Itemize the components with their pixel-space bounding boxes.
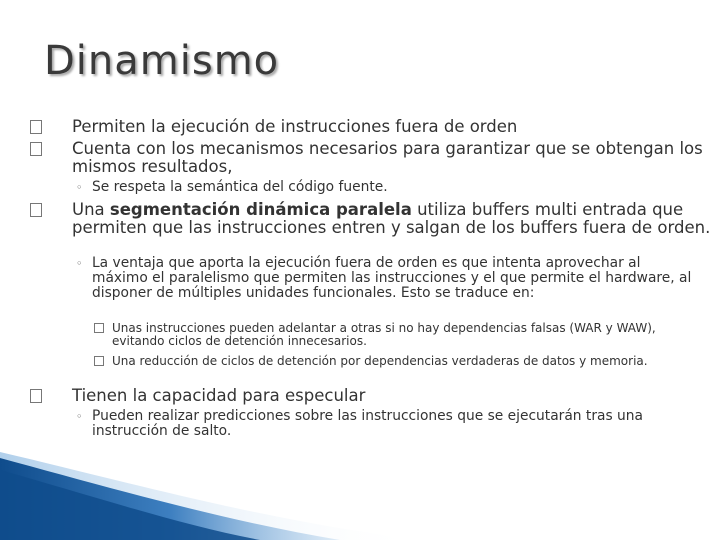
bullet-3: Una segmentación dinámica paralela utiliza buffers multi entrada que permiten que las instrucciones entren y salgan de los buffers fuera de orden.: [72, 201, 712, 237]
slide-title: Dinamismo: [44, 38, 280, 84]
bold-term: segmentación dinámica paralela: [109, 200, 412, 219]
sub-bullet-1: ◦ Se respeta la semántica del código fuente.: [76, 179, 388, 195]
bullet-2: Cuenta con los mecanismos necesarios para garantizar que se obtengan los mismos resultados,: [72, 140, 712, 176]
circle-bullet-icon: ◦: [76, 257, 83, 270]
sub-sub-bullet-1: Unas instrucciones pueden adelantar a otras si no hay dependencias falsas (WAR y WAW), evitando ciclos de detención innecesarios.: [112, 322, 682, 348]
decorative-swoosh: [0, 440, 720, 540]
square-bullet-icon: [94, 323, 104, 333]
sub-bullet-2: ◦ La ventaja que aporta la ejecución fuera de orden es que intenta aprovechar al máximo el paralelismo que permiten las instrucciones y el que permite el hardware, al disponer de múltiples unidades funcionales. Esto se traduce en:: [76, 255, 692, 301]
bullet-4: Tienen la capacidad para especular: [72, 387, 712, 405]
square-bullet-icon: [30, 389, 42, 403]
square-bullet-icon: [94, 356, 104, 366]
sub-sub-bullet-2: Una reducción de ciclos de detención por dependencias verdaderas de datos y memoria.: [112, 355, 682, 368]
square-bullet-icon: [30, 120, 42, 134]
sub-bullet-3: ◦ Pueden realizar predicciones sobre las instrucciones que se ejecutarán tras una instrucción de salto.: [76, 408, 643, 439]
square-bullet-icon: [30, 142, 42, 156]
circle-bullet-icon: ◦: [76, 410, 83, 423]
bullet-1: Permiten la ejecución de instrucciones fuera de orden: [72, 118, 712, 136]
square-bullet-icon: [30, 203, 42, 217]
circle-bullet-icon: ◦: [76, 181, 83, 194]
